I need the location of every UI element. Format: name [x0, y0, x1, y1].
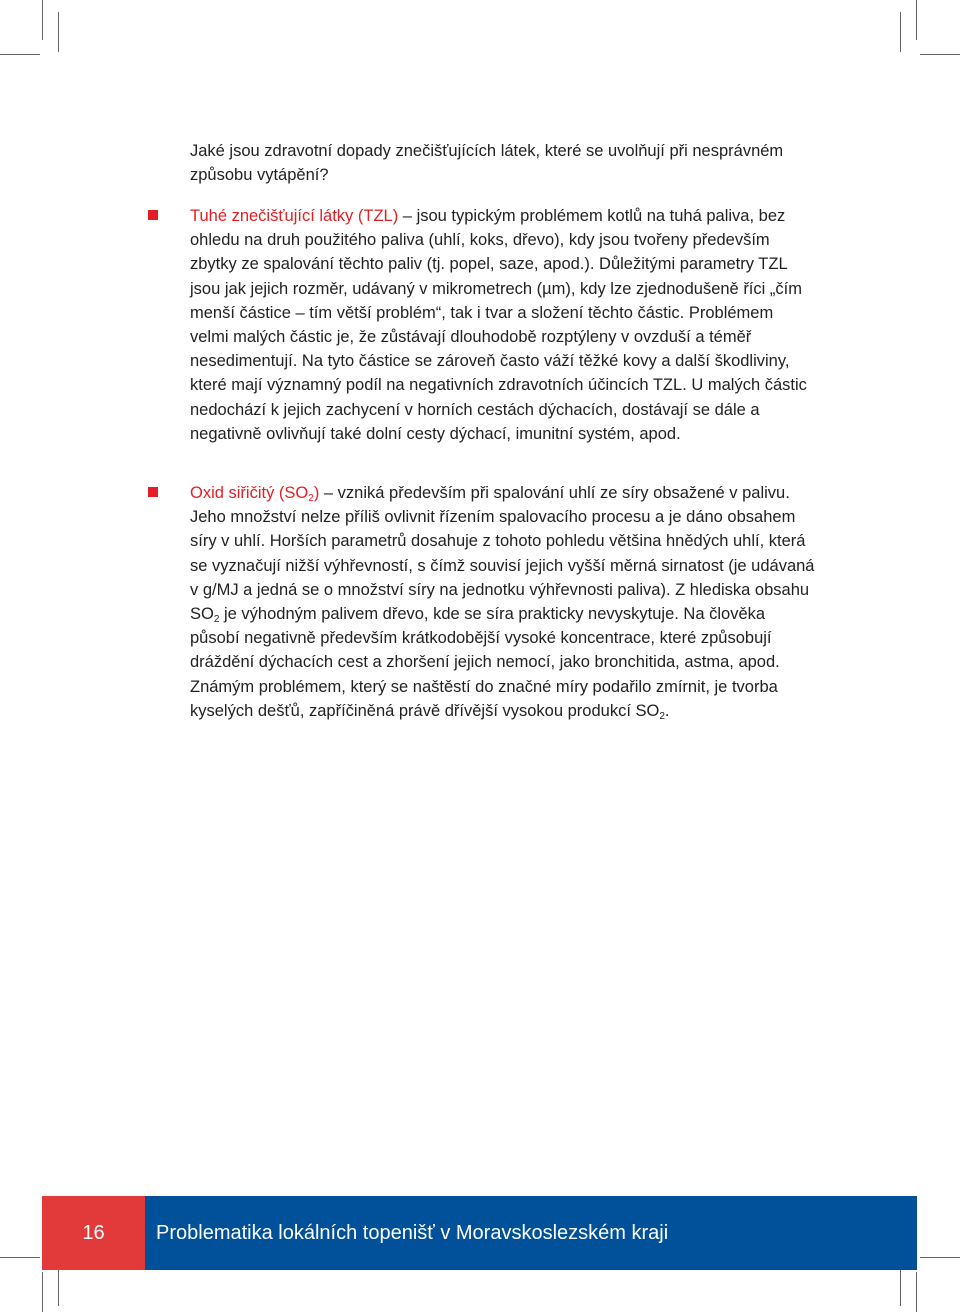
- crop-mark: [900, 12, 901, 52]
- bullet-text: – vzniká především při spalování uhlí ze síry obsažené v palivu. Jeho množství nelze příliš ovlivnit řízením spalovacího procesu a je dáno obsahem síry v uhlí. Horších parametrů dosahuje z tohoto pohledu většina hnědých uhlí, která se vyznačují nižší výhřevností, s čímž souvisí jejich vyšší měrná sirnatost (je udávaná v g/MJ a jedná se o množství síry na jednotku výhřevnosti paliva). Z hlediska obsahu SO: [190, 484, 815, 624]
- crop-mark: [0, 54, 40, 55]
- crop-mark: [920, 1257, 960, 1258]
- crop-mark: [920, 54, 960, 55]
- subscript: 2: [659, 710, 665, 722]
- bullet-tzl: [190, 204, 816, 446]
- page-number: 16: [42, 1196, 145, 1270]
- crop-mark: [42, 0, 43, 40]
- bullet-text: – jsou typickým problémem kotlů na tuhá paliva, bez ohledu na druh použitého paliva (uhlí, koks, dřevo), kdy jsou tvořeny především zbytky ze spalování těchto paliv (tj. popel, saze, apod.). Důležitými parametry TZL jsou jak jejich rozměr, udávaný v mikrometrech (µm), kdy lze zjednodušeně říci „čím menší částice – tím větší problém“, tak i tvar a složení těchto částic. Problémem velmi malých částic je, že zůstávají dlouhodobě rozptýleny v ovzduší a téměř nesedimentují. Na tyto částice se zároveň často váží těžké kovy a další škodliviny, které mají významný podíl na negativních zdravotních účincích TZL. U malých částic nedochází k jejich zachycení v horních cestách dýchacích, dostávají se dále a negativně ovlivňují také dolní cesty dýchací, imunitní systém, apod.: [190, 207, 807, 443]
- crop-mark: [58, 1266, 59, 1306]
- bullet-title: Oxid siřičitý $(SO_2)$: [190, 484, 320, 504]
- crop-mark: [0, 1257, 40, 1258]
- crop-mark: [42, 1272, 43, 1312]
- crop-mark: [900, 1266, 901, 1306]
- bullet-so2: [190, 481, 816, 723]
- footer-title: Problematika lokálních topenišť v Moravskoslezském kraji: [145, 1196, 917, 1270]
- crop-mark: [916, 0, 917, 40]
- intro-question: Jaké jsou zdravotní dopady znečišťujících látek, které se uvolňují při nesprávném způsobu vytápění?: [190, 142, 784, 184]
- bullet-square-icon: [148, 487, 158, 497]
- bullet-text: je výhodným palivem dřevo, kde se síra prakticky nevyskytuje. Na člověka působí negativně především krátkodobější vysoké koncentrace, které způsobují dráždění dýchacích cest a zhoršení jejich nemocí, jako bronchitida, astma, apod. Známým problémem, který se naštěstí do značné míry podařilo zmírnit, je tvorba kyselých dešťů, zapříčiněná právě dřívější vysokou produkcí SO: [190, 605, 780, 720]
- bullet-title: Tuhé znečišťující látky (TZL): [190, 207, 399, 225]
- crop-mark: [916, 1272, 917, 1312]
- bullet-square-icon: [148, 210, 158, 220]
- subscript: 2: [213, 614, 220, 626]
- bullet-text: .: [664, 701, 670, 720]
- crop-mark: [58, 12, 59, 52]
